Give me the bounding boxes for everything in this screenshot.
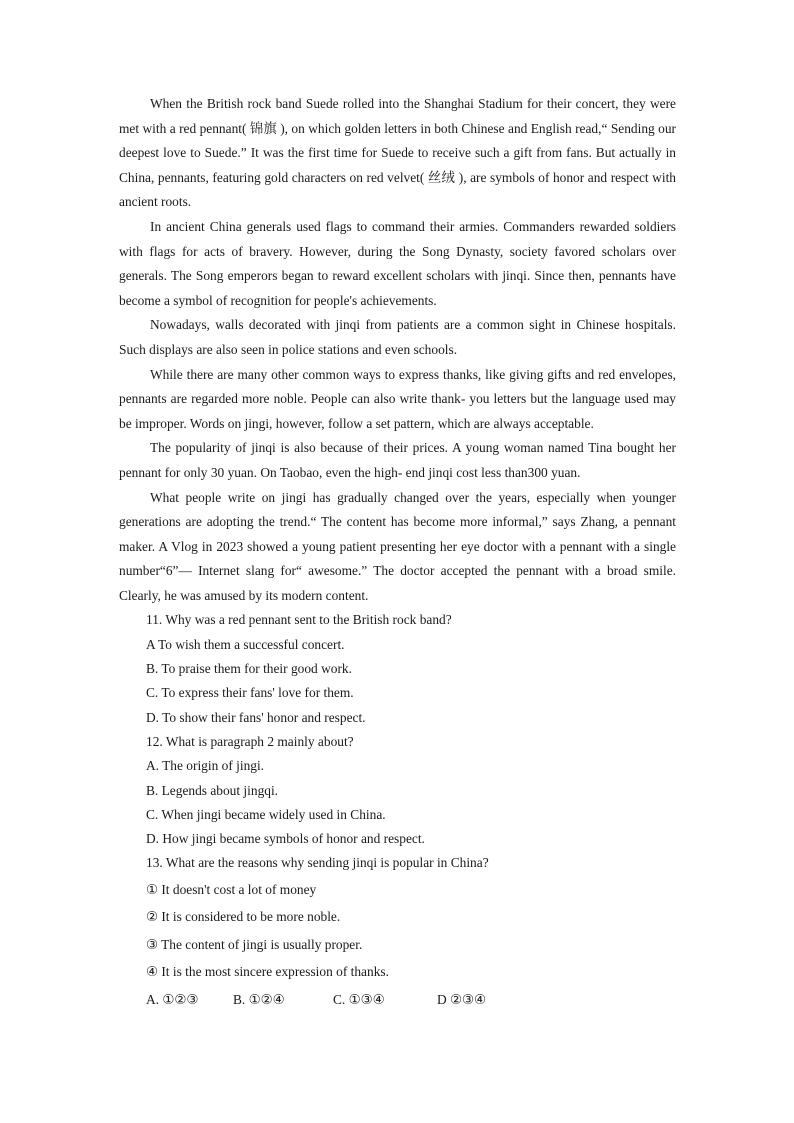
paragraph-3: Nowadays, walls decorated with jinqi from patients are a common sight in Chinese hospitals. Such displays are also seen in police stations and even schools. xyxy=(119,317,676,357)
option-a: A. The origin of jingi. xyxy=(146,758,265,774)
paragraph-1: When the British rock band Suede rolled into the Shanghai Stadium for their concert, they were met with a red pennant( 锦旗 ), on which golden letters in both Chinese and English read,“ Sending our deepest love to Suede.” It was the first time for Suede to receive such a gift from fans. But actually in China, pennants, featuring gold characters on red velvet( 丝绒 ), are symbols of honor and respect with ancient roots. xyxy=(119,96,676,210)
document-page xyxy=(119,92,676,1015)
question-12 xyxy=(119,730,676,851)
option-b: B. Legends about jingqi. xyxy=(146,782,279,798)
option-d: D. To show their fans' honor and respect. xyxy=(146,709,366,725)
option-d: D. How jingi became symbols of honor and respect. xyxy=(146,831,425,847)
option-c: C. To express their fans' love for them. xyxy=(146,685,354,701)
choice-c: C. ①③④ xyxy=(333,992,385,1008)
statement-4: ④ It is the most sincere expression of thanks. xyxy=(146,963,389,979)
question-stem: 13. What are the reasons why sending jinqi is popular in China? xyxy=(146,855,489,871)
question-stem: 12. What is paragraph 2 mainly about? xyxy=(146,733,354,749)
choice-b: B. ①②④ xyxy=(233,992,285,1008)
option-a: A To wish them a successful concert. xyxy=(146,636,345,652)
choice-a: A. ①②③ xyxy=(146,992,199,1008)
paragraph-5: The popularity of jinqi is also because of their prices. A young woman named Tina bought her pennant for only 30 yuan. On Taobao, even the high- end jinqi cost less than300 yuan. xyxy=(119,440,676,480)
paragraph-6: What people write on jingi has gradually changed over the years, especially when younger generations are adopting the trend.“ The content has become more informal,” says Zhang, a pennant maker. A Vlog in 2023 showed a young patient presenting her eye doctor with a pennant with a single number“6”— Internet slang for“ awesome.” The doctor accepted the pennant with a broad smile. Clearly, he was amused by its modern content. xyxy=(119,489,676,603)
question-13 xyxy=(119,851,676,1015)
statement-1: ① It doesn't cost a lot of money xyxy=(146,881,317,897)
statement-3: ③ The content of jingi is usually proper. xyxy=(146,936,363,952)
answer-choices xyxy=(119,985,676,1015)
question-11 xyxy=(119,608,676,729)
choice-d: D ②③④ xyxy=(437,992,487,1008)
question-stem: 11. Why was a red pennant sent to the British rock band? xyxy=(146,612,452,628)
option-b: B. To praise them for their good work. xyxy=(146,661,352,677)
paragraph-2: In ancient China generals used flags to command their armies. Commanders rewarded soldiers with flags for acts of bravery. However, during the Song Dynasty, society favored scholars over generals. The Song emperors began to reward excellent scholars with jinqi. Since then, pennants have become a symbol of recognition for people's achievements. xyxy=(119,218,676,308)
statement-2: ② It is considered to be more noble. xyxy=(146,909,341,925)
option-c: C. When jingi became widely used in China. xyxy=(146,806,386,822)
paragraph-4: While there are many other common ways to express thanks, like giving gifts and red envelopes, pennants are regarded more noble. People can also write thank- you letters but the language used may be improper. Words on jingi, however, follow a set pattern, which are always acceptable. xyxy=(119,366,676,431)
